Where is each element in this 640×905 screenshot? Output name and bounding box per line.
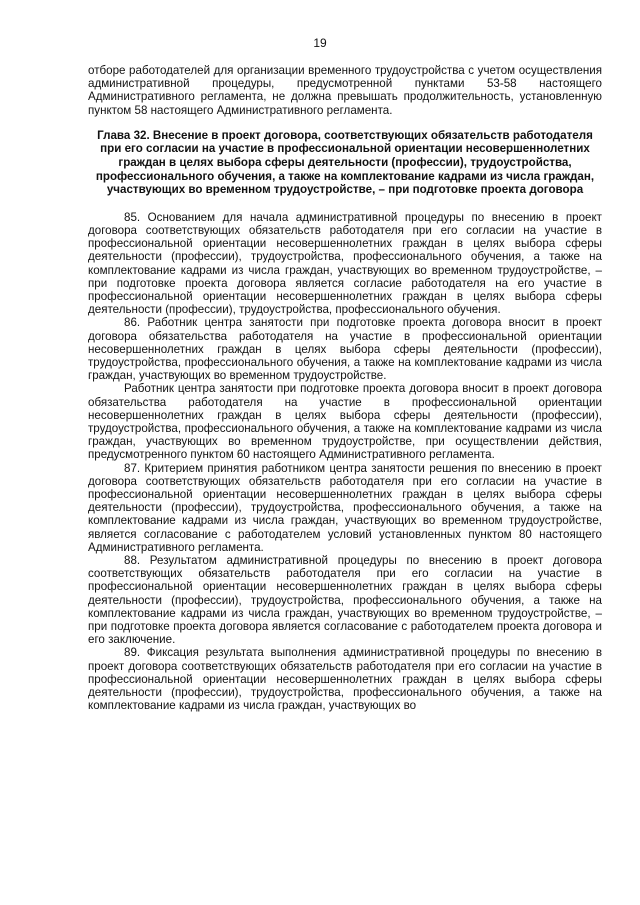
paragraph-86: 86. Работник центра занятости при подготовке проекта договора вносит в проект договора обязательства работодателя на участие в профессиональной ориентации несовершеннолетних граждан в целях выбора сферы деятельности (профессии), трудоустройства, профессионального обучения, а также на комплектование кадрами из числа граждан, участвующих во временном трудоустройстве. (88, 316, 602, 383)
paragraph-88: 88. Результатом административной процедуры по внесению в проект договора соответствующих обязательств работодателя при его согласии на участие в профессиональной ориентации несовершеннолетних граждан в целях выбора сферы деятельности (профессии), трудоустройства, профессионального обучения, а также на комплектование кадрами из числа граждан, участвующих во временном трудоустройстве, – при подготовке проекта договора является согласование с работодателем проекта договора и его заключение. (88, 554, 602, 647)
paragraph-87: 87. Критерием принятия работником центра занятости решения по внесению в проект договора соответствующих обязательств работодателя при его согласии на участие в профессиональной ориентации несовершеннолетних граждан в целях выбора сферы деятельности (профессии), трудоустройства, профессионального обучения, а также на комплектование кадрами из числа граждан, участвующих во временном трудоустройстве, является согласование с работодателем условий установленных пунктом 80 настоящего Административного регламента. (88, 461, 602, 554)
chapter-title: Глава 32. Внесение в проект договора, соответствующих обязательств работодателя при его согласии на участие в профессиональной ориентации несовершеннолетних граждан в целях выбора сферы деятельности (профессии), трудоустройства, профессионального обучения, а также на комплектование кадрами из числа граждан, участвующих во временном трудоустройстве, – при подготовке проекта договора (95, 128, 595, 197)
paragraph-89: 89. Фиксация результата выполнения административной процедуры по внесению в проект договора соответствующих обязательств работодателя при его согласии на участие в профессиональной ориентации несовершеннолетних граждан в целях выбора сферы деятельности (профессии), трудоустройства, профессионального обучения, а также на комплектование кадрами из числа граждан, участвующих во (88, 646, 602, 713)
intro-paragraph: отборе работодателей для организации временного трудоустройства с учетом осуществления административной процедуры, предусмотренной пунктами 53-58 настоящего Административного регламента, не должна превышать продолжительность, установленную пунктом 58 настоящего Административного регламента. (88, 64, 602, 117)
page-number: 19 (313, 36, 327, 50)
document-body (88, 64, 602, 713)
paragraph-86-continued: Работник центра занятости при подготовке проекта договора вносит в проект договора обязательства работодателя на участие в профессиональной ориентации несовершеннолетних граждан в целях выбора сферы деятельности (профессии), трудоустройства, профессионального обучения, а также на комплектование кадрами из числа граждан, участвующих во временном трудоустройстве, при осуществлении действия, предусмотренного пунктом 60 настоящего Административного регламента. (88, 382, 602, 462)
paragraph-85: 85. Основанием для начала административной процедуры по внесению в проект договора соответствующих обязательств работодателя при его согласии на участие в профессиональной ориентации несовершеннолетних граждан в целях выбора сферы деятельности (профессии), трудоустройства, профессионального обучения, а также на комплектование кадрами из числа граждан, участвующих во временном трудоустройстве, – при подготовке проекта договора является согласие работодателя на его участие в профессиональной ориентации несовершеннолетних граждан в целях выбора сферы деятельности (профессии), трудоустройства, профессионального обучения. (88, 210, 602, 317)
